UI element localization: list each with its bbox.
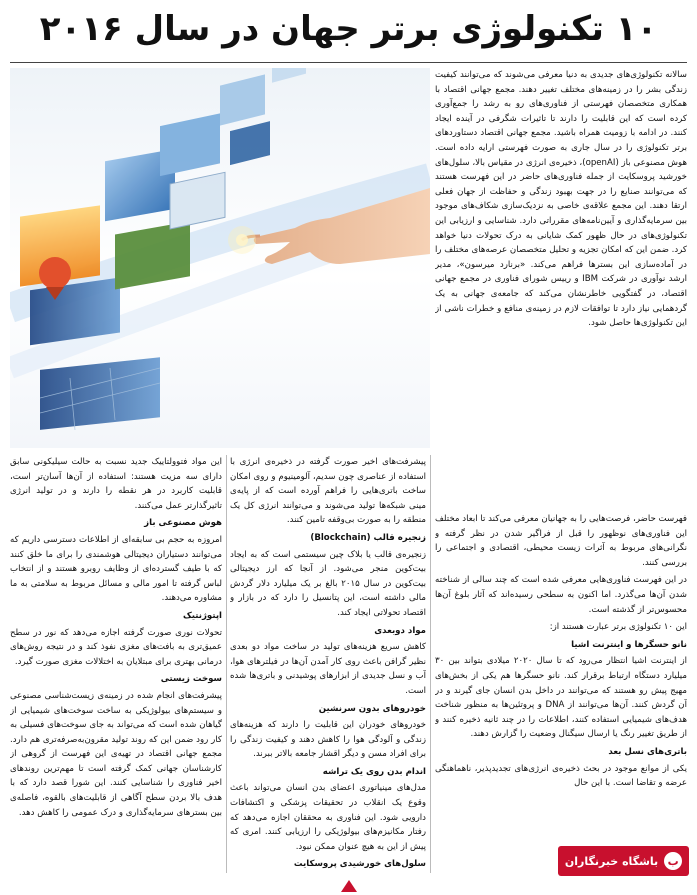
paragraph: پیشرفت‌های اخیر صورت گرفته در ذخیره‌ی انرژی با استفاده از عناصری چون سدیم، آلومینیوم و روی امکان ساخت باتری‌هایی را فراهم آورده است که از پایه‌ی مینی شبکه‌ها تولید می‌شوند و می‌توانند انرژی کل یک منطقه را به صورت بی‌وقفه تامین کنند. [230, 457, 426, 526]
subheading: باتری‌های نسل بعد [608, 746, 687, 757]
subheading: سوخت زیستی [160, 674, 222, 685]
paragraph: یکی از موانع موجود در بحث ذخیره‌ی انرژی‌های تجدیدپذیر، ناهماهنگی عرضه و تقاضا است. با این حال [435, 763, 687, 789]
paragraph: در این فهرست فناوری‌هایی معرفی شده است که چند سالی از شناخته شدن آن‌ها می‌گذرد. اما اکنون به سطحی رسیده‌اند که آثار بلوغ آن‌ها محسوس‌تر از گذشته است. [435, 575, 687, 615]
subheading: نانو حسگرها و اینترنت اشیا [571, 639, 687, 650]
subheading: خودروهای بدون سرنشین [318, 703, 426, 714]
paragraph: مدل‌های مینیاتوری اعضای بدن انسان می‌تواند باعث وقوع یک انقلاب در تحقیقات پزشکی و اکتشافات دارویی شود. این فناوری به محققان اجازه می‌دهد که رفتار مکانیزم‌های بیولوژیکی را ارزیابی کنند. امری که پیش از این به هیچ عنوان ممکن نبود. [230, 783, 426, 852]
article-column-right-top [435, 68, 687, 508]
footer-ornament-icon [341, 880, 357, 892]
paragraph: این ۱۰ تکنولوژی برتر عبارت هستند از: [549, 622, 687, 633]
publisher-logo [558, 846, 689, 876]
column-divider [430, 455, 431, 873]
article-column-middle [230, 455, 426, 875]
paragraph: خودروهای خودران این قابلیت را دارند که هزینه‌های زندگی و آلودگی هوا را کاهش دهند و کیفیت زندگی را برای افراد مسن و دیگر اقشار جامعه بالاتر ببرند. [230, 720, 426, 760]
paragraph: زنجیره‌ی قالب یا بلاک چین سیستمی است که به ایجاد بیت‌کوین منجر می‌شود. از آنجا که ارز دیجیتالی بیت‌کوین در سال ۲۰۱۵ بالغ بر یک میلیارد دلار گردش مالی داشته است، این پتانسیل را دارد که در بازار و اقتصاد تحولاتی ایجاد کند. [230, 549, 426, 618]
article-column-right-bottom [435, 512, 687, 874]
paragraph: سالانه تکنولوژی‌های جدیدی به دنیا معرفی می‌شوند که می‌توانند کیفیت زندگی بشر را در زمینه‌های مختلف تغییر دهند. مجمع جهانی اقتصاد با همکاری متخصصان فهرستی از فناوری‌های رو به رشد را جمع‌آوری کرده است که این قابلیت را دارند تا تاثیرات شگرفی در آینده ایجاد کنند. در ادامه با زومیت همراه باشید. مجمع جهانی اقتصاد دستاوردهای برتر تکنولوژی را در سال جاری به صورت فهرستی ارایه داده است. هوش مصنوعی باز (openAI)، ذخیره‌ی انرژی در مقیاس بالا، سلول‌های خورشید پروسکایت از جمله فناوری‌های حاضر در این فهرست هستند که می‌توانند صنایع را در جهت بهبود زندگی و حفاظت از جهان فعلی ارتقا دهند. این مجمع علاقه‌ی خاصی به نزدیک‌سازی شکاف‌های موجود بین سرمایه‌گذاری و آیین‌نامه‌های مقرراتی دارد. شناسایی و ارزیابی این تکنولوژی‌های در حال ظهور کمک شایانی به درک تحولات دنیا خواهد کرد. ضمن این که امکان تجزیه و تحلیل متخصصان عرصه‌های مختلف را در آماده‌سازی این بسترها فراهم می‌کند. «برنارد میرسون»، مدیر ارشد نوآوری در شرکت IBM و رییس شورای فناوری در مجمع جهانی اقتصاد، در گفتگویی خاطرنشان می‌کند که جامعه‌ی جهانی به یک گردهمایی نیاز دارد تا توافقات لازم در زمینه‌ی منافع و خطرات ناشی از این تکنولوژی‌ها حاصل شود. [435, 70, 687, 329]
paragraph: این مواد فتوولتاییک جدید نسبت به حالت سیلیکونی سابق دارای سه مزیت هستند: استفاده از آن‌ها آسان‌تر است، قابلیت کاربرد در هر نقطه را دارند و در تولید انرژی تاثیرگذارتر عمل می‌کنند. [10, 457, 222, 511]
paragraph: فهرست حاضر، فرصت‌هایی را به جهانیان معرفی می‌کند تا ابعاد مختلف این فناوری‌های نوظهور را قبل از فراگیر شدن در نظر گرفته و نگرانی‌های مربوط به آثرات زیست محیطی، اقتصادی و اجتماعی را بررسی کنند. [435, 514, 687, 568]
paragraph: از اینترنت اشیا انتظار می‌رود که تا سال ۲۰۲۰ میلادی بتواند بین ۳۰ میلیارد دستگاه ارتباط برقرار کند. نانو حسگرها هم یکی از بخش‌های مهیج پیش رو هستند که می‌توانند در داخل بدن انسان جای گیرند و در آن گردش کنند. آن‌ها می‌توانند از DNA و پروتئین‌ها به منظور شناخت هدف‌های شیمیایی استفاده کنند، اطلاعات را در چند ثانیه ذخیره کنند و از طریق تغییر رنگ یا ارسال سیگنال وضعیت را گزارش دهند. [435, 656, 687, 740]
subheading: زنجیره قالب (Blockchain) [310, 532, 426, 543]
column-divider [226, 455, 227, 873]
technology-hand-illustration [10, 68, 430, 448]
logo-label: باشگاه خبرنگاران [564, 854, 659, 868]
title-rule [10, 62, 687, 63]
page-title: ۱۰ تکنولوژی برتر جهان در سال ۲۰۱۶ [39, 9, 658, 49]
subheading: سلول‌های خورشیدی پروسکایت [293, 859, 426, 870]
subheading: اندام بدن روی یک تراشه [322, 766, 426, 777]
paragraph: تحولات نوری صورت گرفته اجازه می‌دهد که نور در سطح عمیق‌تری به بافت‌های مغزی نفوذ کند و در نتیجه روش‌های درمانی بهتری برای مبتلایان به اختلالات مغزی صورت گیرد. [10, 627, 222, 667]
paragraph: امروزه به حجم بی سابقه‌ای از اطلاعات دسترسی داریم که می‌توانند دستیاران دیجیتالی هوشمندی را برای ما خلق کنند که با طیف گسترده‌ای از وظایف روبرو هستند و از انتخاب لباس گرفته تا امور مالی و مسائل مربوط به سلامتی به ما مشاوره می‌دهند. [10, 534, 222, 604]
paragraph: پیشرفت‌های انجام شده در زمینه‌ی زیست‌شناسی مصنوعی و سیستم‌های بیولوژیکی به ساخت سوخت‌های شیمیایی از گیاهان شده است که می‌تواند به جای سوخت‌های فسیلی به کار رود ضمن این که روند تولید مقرون‌به‌صرفه‌تری هم دارد. مجمع جهانی اقتصاد در تهیه‌ی این فهرست از گروهی از کارشناسان جهانی کمک گرفته است تا مهم‌ترین روندهای اخیر فناوری را شناسایی کنند. این شورا قصد دارد که با هدف بالا بردن سطح آگاهی از قابلیت‌های بالقوه، فاصله‌ی بین بسترهای سرمایه‌گذاری و درک عمومی را کاهش دهد. [10, 690, 222, 818]
logo-mark-icon: ب [664, 852, 682, 870]
subheading: اپتوژنتیک [182, 610, 222, 621]
article-column-left [10, 455, 222, 875]
subheading: مواد دوبعدی [374, 625, 426, 636]
hero-image [10, 68, 430, 448]
subheading: هوش مصنوعی باز [144, 518, 222, 529]
paragraph: کاهش سریع هزینه‌های تولید در ساخت مواد دو بعدی نظیر گرافن باعث روی کار آمدن آن‌ها در فیلترهای هوا، آب و نسل جدیدی از ابزارهای پوشیدنی و باتری‌ها شده است. [230, 642, 426, 696]
